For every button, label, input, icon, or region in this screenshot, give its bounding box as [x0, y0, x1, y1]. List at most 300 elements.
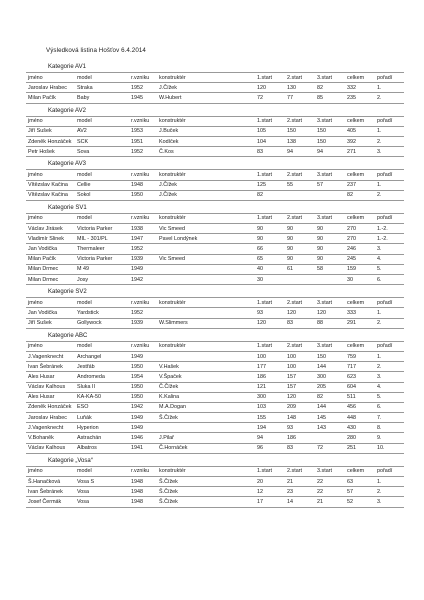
- column-header: 2.start: [286, 73, 316, 83]
- table-cell: 237: [346, 180, 376, 190]
- table-row: [26, 254, 404, 264]
- column-header: konstruktér: [158, 298, 256, 308]
- table-cell: 251: [346, 443, 376, 453]
- table-cell: 270: [346, 234, 376, 244]
- table-cell: 604: [346, 382, 376, 392]
- table-cell: Č.Hornáček: [158, 443, 256, 453]
- table-cell: Milan Pačík: [26, 93, 76, 103]
- table-cell: 65: [256, 254, 286, 264]
- table-cell: Victoria Parker: [76, 224, 130, 234]
- table-cell: 1948: [130, 180, 158, 190]
- table-header-row: [26, 466, 404, 476]
- table-row: [26, 234, 404, 244]
- table-cell: 63: [346, 477, 376, 487]
- table-cell: Straka: [76, 83, 130, 93]
- table-cell: J.Čížek: [158, 83, 256, 93]
- table-cell: [286, 190, 316, 200]
- table-cell: MIL - 301/PL: [76, 234, 130, 244]
- column-header: 3.start: [316, 116, 346, 126]
- table-cell: Pavel Londýnek: [158, 234, 256, 244]
- table-cell: 1939: [130, 254, 158, 264]
- table-cell: 1948: [130, 477, 158, 487]
- table-cell: M 49: [76, 264, 130, 274]
- table-cell: Cellie: [76, 180, 130, 190]
- table-cell: Vítězslav Kačina: [26, 190, 76, 200]
- table-cell: 82: [316, 83, 346, 93]
- table-cell: 1947: [130, 234, 158, 244]
- table-cell: AV2: [76, 126, 130, 136]
- results-table: [26, 169, 404, 201]
- table-cell: Š.Čížek: [158, 413, 256, 423]
- table-cell: Yardstick: [76, 308, 130, 318]
- results-table: [26, 341, 404, 454]
- table-cell: 245: [346, 254, 376, 264]
- column-header: konstruktér: [158, 170, 256, 180]
- results-sections: [26, 60, 404, 509]
- table-row: [26, 497, 404, 507]
- table-cell: 205: [316, 382, 346, 392]
- table-header-row: [26, 298, 404, 308]
- category-title: Kategorie ABC: [48, 332, 88, 339]
- table-row: [26, 423, 404, 433]
- table-cell: [316, 275, 346, 285]
- table-cell: 1948: [130, 487, 158, 497]
- table-cell: 90: [256, 224, 286, 234]
- category-title: Kategorie „Vosa“: [48, 457, 93, 464]
- column-header: pořadí: [376, 170, 404, 180]
- column-header: konstruktér: [158, 116, 256, 126]
- table-cell: 1.: [376, 308, 404, 318]
- table-cell: 145: [316, 413, 346, 423]
- table-cell: 82: [346, 190, 376, 200]
- table-cell: 30: [346, 275, 376, 285]
- column-header: 3.start: [316, 73, 346, 83]
- column-header: 1.start: [256, 341, 286, 351]
- column-header: 2.start: [286, 298, 316, 308]
- table-row: [26, 264, 404, 274]
- table-cell: 1945: [130, 93, 158, 103]
- table-cell: 177: [256, 362, 286, 372]
- table-cell: 52: [346, 497, 376, 507]
- table-cell: [316, 433, 346, 443]
- table-cell: 1.: [376, 83, 404, 93]
- table-cell: Václav Kalhous: [26, 382, 76, 392]
- table-cell: 2.: [376, 190, 404, 200]
- column-header: 1.start: [256, 298, 286, 308]
- table-cell: 90: [286, 224, 316, 234]
- table-row: [26, 392, 404, 402]
- column-header: model: [76, 466, 130, 476]
- table-cell: 57: [346, 487, 376, 497]
- column-header: konstruktér: [158, 73, 256, 83]
- table-cell: 90: [316, 254, 346, 264]
- table-cell: 72: [316, 443, 346, 453]
- table-cell: Gollywock: [76, 318, 130, 328]
- table-cell: Jiří Sušek: [26, 126, 76, 136]
- table-cell: Václav Kalhous: [26, 443, 76, 453]
- table-cell: Vladimír Slinek: [26, 234, 76, 244]
- column-header: konstruktér: [158, 466, 256, 476]
- table-cell: 3.: [376, 244, 404, 254]
- column-header: 1.start: [256, 170, 286, 180]
- table-header-row: [26, 170, 404, 180]
- table-cell: Andromeda: [76, 372, 130, 382]
- results-table: [26, 213, 404, 285]
- table-cell: 155: [256, 413, 286, 423]
- table-row: [26, 362, 404, 372]
- table-cell: 157: [286, 372, 316, 382]
- table-cell: Josef Čermák: [26, 497, 76, 507]
- table-cell: 144: [316, 402, 346, 412]
- table-cell: 1.: [376, 477, 404, 487]
- table-cell: [158, 351, 256, 361]
- table-cell: Hyperion: [76, 423, 130, 433]
- table-cell: Vic Smeed: [158, 254, 256, 264]
- table-cell: 90: [316, 234, 346, 244]
- table-cell: 430: [346, 423, 376, 433]
- column-header: jméno: [26, 213, 76, 223]
- table-cell: [316, 190, 346, 200]
- table-cell: 4.: [376, 382, 404, 392]
- table-cell: 270: [346, 224, 376, 234]
- category-section: [26, 203, 404, 285]
- table-cell: 235: [346, 93, 376, 103]
- table-cell: J.Čížek: [158, 190, 256, 200]
- category-section: [26, 287, 404, 329]
- column-header: celkem: [346, 116, 376, 126]
- category-section: [26, 62, 404, 104]
- table-cell: J.Vagenknecht: [26, 423, 76, 433]
- table-cell: 55: [286, 180, 316, 190]
- table-cell: [158, 244, 256, 254]
- table-cell: 1946: [130, 433, 158, 443]
- table-cell: [158, 308, 256, 318]
- column-header: model: [76, 298, 130, 308]
- table-cell: 83: [256, 147, 286, 157]
- table-cell: 456: [346, 402, 376, 412]
- table-cell: 1941: [130, 443, 158, 453]
- column-header: 3.start: [316, 298, 346, 308]
- table-cell: 96: [256, 443, 286, 453]
- table-cell: 7.: [376, 413, 404, 423]
- table-cell: Kodíček: [158, 136, 256, 146]
- table-cell: 1.-2.: [376, 234, 404, 244]
- table-row: [26, 83, 404, 93]
- column-header: model: [76, 73, 130, 83]
- table-cell: 1949: [130, 413, 158, 423]
- table-cell: 21: [316, 497, 346, 507]
- table-cell: 58: [316, 264, 346, 274]
- table-cell: Vosa: [76, 497, 130, 507]
- table-cell: 2.: [376, 136, 404, 146]
- table-cell: 90: [286, 244, 316, 254]
- table-cell: 1.: [376, 351, 404, 361]
- table-cell: 1952: [130, 83, 158, 93]
- table-cell: 717: [346, 362, 376, 372]
- table-cell: 6.: [376, 275, 404, 285]
- table-cell: Sluka II: [76, 382, 130, 392]
- column-header: 3.start: [316, 341, 346, 351]
- column-header: 2.start: [286, 213, 316, 223]
- table-cell: Albatros: [76, 443, 130, 453]
- table-cell: 271: [346, 147, 376, 157]
- table-row: [26, 180, 404, 190]
- column-header: jméno: [26, 466, 76, 476]
- column-header: r.vzniku: [130, 213, 158, 223]
- table-cell: 143: [316, 423, 346, 433]
- table-cell: Jan Vodička: [26, 244, 76, 254]
- category-section: [26, 331, 404, 454]
- column-header: r.vzniku: [130, 466, 158, 476]
- table-cell: 90: [316, 224, 346, 234]
- table-cell: 8.: [376, 423, 404, 433]
- column-header: 3.start: [316, 466, 346, 476]
- table-cell: 72: [256, 93, 286, 103]
- table-cell: 1952: [130, 244, 158, 254]
- table-cell: Č.Čížek: [158, 382, 256, 392]
- table-cell: Sova: [76, 147, 130, 157]
- table-cell: 1942: [130, 402, 158, 412]
- table-cell: 77: [286, 93, 316, 103]
- table-row: [26, 93, 404, 103]
- table-cell: 209: [286, 402, 316, 412]
- table-cell: 94: [286, 147, 316, 157]
- table-row: [26, 275, 404, 285]
- results-table: [26, 72, 404, 104]
- table-cell: 150: [316, 351, 346, 361]
- column-header: jméno: [26, 341, 76, 351]
- table-cell: 10.: [376, 443, 404, 453]
- table-row: [26, 487, 404, 497]
- table-cell: 1.: [376, 180, 404, 190]
- table-cell: 3.: [376, 497, 404, 507]
- table-cell: 130: [286, 83, 316, 93]
- category-title: Kategorie SV1: [48, 204, 87, 211]
- column-header: r.vzniku: [130, 298, 158, 308]
- table-cell: [286, 275, 316, 285]
- category-title: Kategorie AV2: [48, 107, 86, 114]
- table-cell: Milan Drmec: [26, 275, 76, 285]
- table-cell: 2.: [376, 93, 404, 103]
- table-cell: Victoria Parker: [76, 254, 130, 264]
- column-header: 1.start: [256, 116, 286, 126]
- table-cell: 1949: [130, 423, 158, 433]
- table-header-row: [26, 341, 404, 351]
- table-row: [26, 308, 404, 318]
- table-cell: 120: [286, 392, 316, 402]
- table-cell: 90: [286, 254, 316, 264]
- table-cell: 82: [316, 392, 346, 402]
- table-cell: 1954: [130, 372, 158, 382]
- column-header: celkem: [346, 298, 376, 308]
- table-cell: 157: [286, 382, 316, 392]
- table-cell: Petr Hošek: [26, 147, 76, 157]
- table-row: [26, 147, 404, 157]
- table-cell: 21: [286, 477, 316, 487]
- table-cell: 511: [346, 392, 376, 402]
- table-cell: 623: [346, 372, 376, 382]
- table-cell: 148: [286, 413, 316, 423]
- column-header: celkem: [346, 213, 376, 223]
- table-cell: Jaroslav Hrabec: [26, 413, 76, 423]
- table-row: [26, 413, 404, 423]
- table-cell: Vosa S: [76, 477, 130, 487]
- table-cell: 1951: [130, 136, 158, 146]
- column-header: pořadí: [376, 73, 404, 83]
- table-cell: 23: [286, 487, 316, 497]
- table-cell: 120: [316, 308, 346, 318]
- category-section: [26, 106, 404, 158]
- table-cell: 90: [286, 234, 316, 244]
- table-cell: 103: [256, 402, 286, 412]
- table-cell: 186: [286, 433, 316, 443]
- table-cell: 1948: [130, 497, 158, 507]
- column-header: celkem: [346, 466, 376, 476]
- results-table: [26, 116, 404, 158]
- table-cell: 759: [346, 351, 376, 361]
- table-cell: SCK: [76, 136, 130, 146]
- column-header: 3.start: [316, 213, 346, 223]
- table-cell: 291: [346, 318, 376, 328]
- table-cell: Vítězslav Kačina: [26, 180, 76, 190]
- column-header: jméno: [26, 73, 76, 83]
- table-row: [26, 244, 404, 254]
- category-title: Kategorie SV2: [48, 289, 87, 296]
- table-cell: 2.: [376, 487, 404, 497]
- table-cell: Jan Vodička: [26, 308, 76, 318]
- table-cell: Zdeněk Honzáček: [26, 402, 76, 412]
- column-header: pořadí: [376, 116, 404, 126]
- table-row: [26, 126, 404, 136]
- table-cell: 2.: [376, 318, 404, 328]
- table-cell: 1953: [130, 126, 158, 136]
- table-header-row: [26, 116, 404, 126]
- table-cell: 194: [256, 423, 286, 433]
- table-cell: 144: [316, 362, 346, 372]
- table-cell: 1.-2.: [376, 224, 404, 234]
- table-cell: 4.: [376, 254, 404, 264]
- table-cell: M.A.Dogan: [158, 402, 256, 412]
- table-cell: 150: [316, 126, 346, 136]
- table-cell: Jaroslav Hrabec: [26, 83, 76, 93]
- column-header: jméno: [26, 116, 76, 126]
- column-header: konstruktér: [158, 213, 256, 223]
- column-header: jméno: [26, 170, 76, 180]
- table-cell: 138: [286, 136, 316, 146]
- table-row: [26, 224, 404, 234]
- table-cell: [158, 264, 256, 274]
- column-header: pořadí: [376, 341, 404, 351]
- column-header: r.vzniku: [130, 116, 158, 126]
- column-header: konstruktér: [158, 341, 256, 351]
- column-header: 3.start: [316, 170, 346, 180]
- table-cell: V.Bohaněk: [26, 433, 76, 443]
- column-header: 2.start: [286, 170, 316, 180]
- table-cell: 104: [256, 136, 286, 146]
- table-cell: [158, 275, 256, 285]
- table-cell: 20: [256, 477, 286, 487]
- table-row: [26, 190, 404, 200]
- column-header: celkem: [346, 170, 376, 180]
- category-section: [26, 159, 404, 201]
- table-cell: 1949: [130, 264, 158, 274]
- table-cell: Sokol: [76, 190, 130, 200]
- table-cell: 57: [316, 180, 346, 190]
- table-cell: Václav Jirásek: [26, 224, 76, 234]
- table-cell: 85: [316, 93, 346, 103]
- table-cell: 61: [286, 264, 316, 274]
- table-cell: 1952: [130, 308, 158, 318]
- column-header: 1.start: [256, 213, 286, 223]
- column-header: celkem: [346, 341, 376, 351]
- table-row: [26, 318, 404, 328]
- table-cell: 3.: [376, 147, 404, 157]
- table-cell: V.Špaček: [158, 372, 256, 382]
- table-cell: KA-KA-50: [76, 392, 130, 402]
- category-title: Kategorie AV3: [48, 161, 86, 168]
- table-cell: 1950: [130, 382, 158, 392]
- table-cell: Š.Hanačková: [26, 477, 76, 487]
- table-row: [26, 351, 404, 361]
- table-cell: 90: [256, 234, 286, 244]
- table-cell: 280: [346, 433, 376, 443]
- column-header: pořadí: [376, 466, 404, 476]
- table-cell: Zdeněk Honzáček: [26, 136, 76, 146]
- table-row: [26, 382, 404, 392]
- table-row: [26, 433, 404, 443]
- table-cell: 5.: [376, 392, 404, 402]
- table-cell: Astrachán: [76, 433, 130, 443]
- table-cell: 300: [316, 372, 346, 382]
- table-cell: 93: [256, 308, 286, 318]
- table-cell: 159: [346, 264, 376, 274]
- table-cell: ESO: [76, 402, 130, 412]
- column-header: 2.start: [286, 466, 316, 476]
- table-cell: 333: [346, 308, 376, 318]
- column-header: pořadí: [376, 298, 404, 308]
- table-cell: J.Pilař: [158, 433, 256, 443]
- table-cell: 100: [286, 351, 316, 361]
- table-cell: 22: [316, 477, 346, 487]
- column-header: model: [76, 170, 130, 180]
- table-cell: Thermaleer: [76, 244, 130, 254]
- table-cell: 1.: [376, 126, 404, 136]
- table-cell: 125: [256, 180, 286, 190]
- table-cell: 405: [346, 126, 376, 136]
- table-cell: Š.Čížek: [158, 487, 256, 497]
- category-section: [26, 456, 404, 508]
- table-cell: Vosa: [76, 487, 130, 497]
- document-title: Výsledková listina Hošťov 6.4.2014: [46, 47, 146, 54]
- table-cell: 66: [256, 244, 286, 254]
- table-cell: 1949: [130, 351, 158, 361]
- table-cell: Š.Čížek: [158, 497, 256, 507]
- table-cell: 120: [256, 318, 286, 328]
- table-cell: 94: [256, 433, 286, 443]
- table-cell: 1950: [130, 190, 158, 200]
- table-cell: 14: [286, 497, 316, 507]
- table-cell: 448: [346, 413, 376, 423]
- table-cell: [158, 423, 256, 433]
- table-cell: Č.Kos: [158, 147, 256, 157]
- table-cell: 93: [286, 423, 316, 433]
- table-cell: 40: [256, 264, 286, 274]
- table-cell: 94: [316, 147, 346, 157]
- column-header: 1.start: [256, 73, 286, 83]
- column-header: 2.start: [286, 341, 316, 351]
- table-cell: 5.: [376, 264, 404, 274]
- table-row: [26, 402, 404, 412]
